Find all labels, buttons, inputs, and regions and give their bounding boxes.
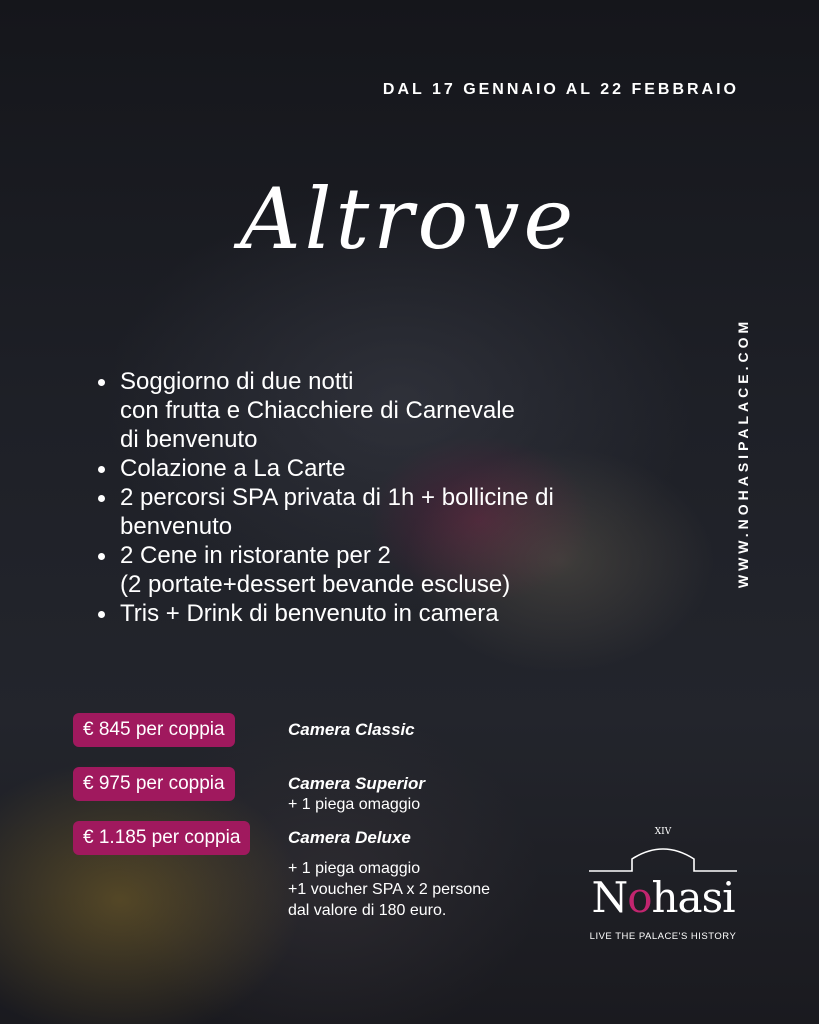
feature-item: Colazione a La Carte [120, 454, 700, 483]
room-extras: + 1 piega omaggio [288, 796, 421, 813]
price-badge: € 975 per coppia [73, 767, 235, 801]
room-name: Camera Superior [288, 774, 425, 793]
price-classic [73, 713, 235, 747]
offer-title: Altrove [240, 170, 578, 268]
logo-wordmark: Nohasi [591, 873, 735, 922]
feature-item: 2 percorsi SPA privata di 1h + bollicine di benvenuto [120, 483, 700, 541]
nohasi-logo [584, 827, 742, 945]
price-badge: € 1.185 per coppia [73, 821, 250, 855]
room-deluxe [288, 828, 490, 921]
price-superior [73, 767, 235, 801]
feature-item: 2 Cene in ristorante per 2 (2 portate+dessert bevande escluse) [120, 541, 700, 599]
feature-item: Tris + Drink di benvenuto in camera [120, 599, 700, 628]
price-deluxe [73, 821, 250, 855]
room-name: Camera Deluxe [288, 828, 411, 847]
date-range: DAL 17 GENNAIO AL 22 FEBBRAIO [382, 81, 739, 98]
room-extras: + 1 piega omaggio +1 voucher SPA x 2 persone dal valore di 180 euro. [288, 860, 491, 919]
website-url-text: WWW.NOHASIPALACE.COM [735, 317, 751, 588]
room-superior [288, 774, 425, 815]
room-classic [288, 720, 415, 740]
feature-list [120, 367, 700, 628]
feature-item: Soggiorno di due notti con frutta e Chiacchiere di Carnevale di benvenuto [120, 367, 700, 454]
website-url[interactable] [728, 317, 758, 588]
room-name: Camera Classic [288, 720, 415, 739]
logo-numeral: XIV [654, 827, 672, 837]
price-badge: € 845 per coppia [73, 713, 235, 747]
logo-tagline: LIVE THE PALACE'S HISTORY [589, 931, 737, 942]
